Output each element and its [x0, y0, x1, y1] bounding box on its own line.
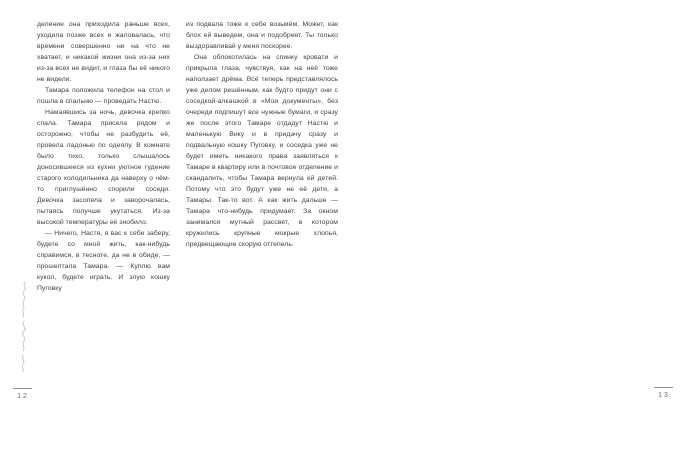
paragraph: Тамара положила телефон на стол и пошла в спальню — проведать Настю. [37, 87, 170, 105]
paragraph: из подвала тоже к себе возьмём. Может, как блох ей выведем, она и подобреет. Ты только выздоравливай у меня поскорее. [186, 21, 338, 50]
margin-script-decoration [15, 281, 31, 373]
footer-rule-right [654, 387, 673, 388]
paragraph: Она облокотилась на спинку кровати и прикрыла глаза, чувствуя, как на неё тоже наползает дрёма. Всё теперь представлялось уже делом решённым, как будто придут они с соседкой-алкашкой в «Мои документы», без очереди подпишут все нужные бумаги, и сразу же после этого Тамаре отдадут Настю и маленькую Вику и в придачу сразу и подвальную кошку Пуговку, и соседка уже не будет иметь никакого права заявляться к Тамаре в квартиру или в почтовое отделение и скандалить, чтобы Тамара вернула ей детей. Потому что это будут уже не её дети, а Тамары. Так-то вот. А как жить дальше — Тамара что-нибудь придумает. За окном занимался мутный рассвет, в котором кружились крупные мокрые хлопья, предвещающие скорую оттепель. [186, 54, 338, 248]
page-number-left: 12 [17, 393, 29, 400]
text-column-right [186, 19, 338, 250]
text-column-left [37, 19, 170, 294]
page-number-right: 13 [658, 392, 670, 399]
paragraph: Намаявшись за ночь, девочка крепко спала. Тамара присела рядом и осторожно, чтобы не разбудить её, провела ладонью по одеялу. В комнате было тихо, только слышалось доносившееся из кухни уютное гудение старого холодильника да наверху о чём-то приглушённо спорили соседи. Девочка засопела и заворочалась, пытаясь получше укутаться. Из-за высокой температуры её знобило. [37, 109, 170, 226]
footer-left [12, 388, 32, 400]
paragraph: деление она приходила раньше всех, уходила позже всех и жаловалась, что времени совершенно ни на что не хватает, и никакой жизни она из-за них из-за всех не видит, и глаза бы её никого не видели. [37, 21, 170, 83]
footer-right [653, 387, 673, 399]
footer-rule-left [13, 388, 32, 389]
paragraph: — Ничего, Настя, я вас к себе заберу, будете со мной жить, как-нибудь справимся, в тесноте, да не в обиде, — прошептала Тамара. — Куплю вам кукол, будете играть. И злую кошку Пуговку [37, 230, 170, 292]
